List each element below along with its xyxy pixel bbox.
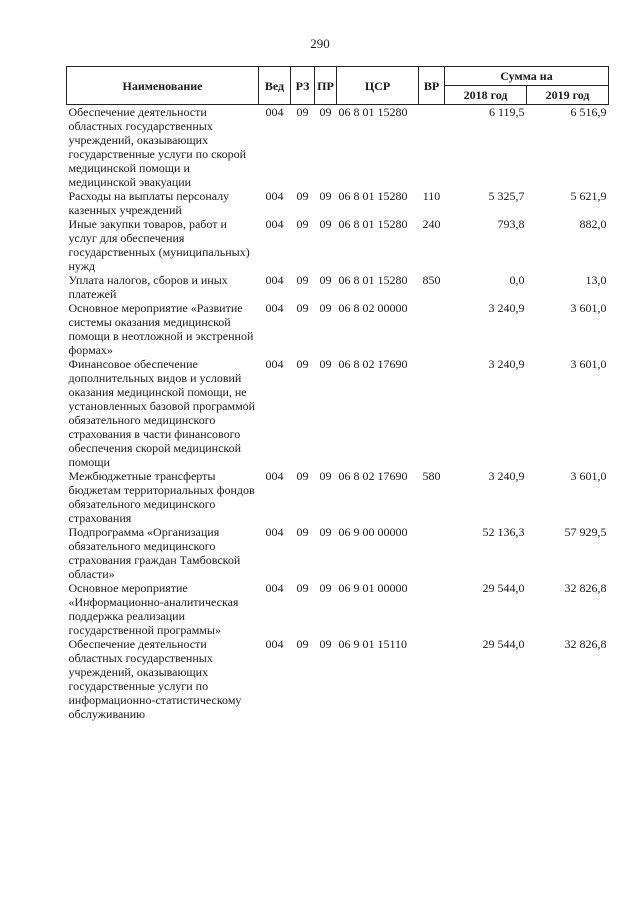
row-pr: 09 bbox=[319, 189, 332, 203]
row-2018: 3 240,9 bbox=[488, 357, 525, 371]
row-vr bbox=[419, 105, 445, 190]
header-sum: Сумма на bbox=[445, 67, 609, 86]
table-row bbox=[67, 105, 609, 190]
row-ved: 004 bbox=[265, 105, 284, 119]
row-csr: 06 8 02 00000 bbox=[338, 301, 408, 315]
row-2018: 29 544,0 bbox=[482, 637, 525, 651]
row-ved: 004 bbox=[265, 189, 284, 203]
row-rz: 09 bbox=[296, 469, 309, 483]
row-2018: 3 240,9 bbox=[488, 301, 525, 315]
row-name: Основное мероприятие «Информационно-аналитическая поддержка реализации государственной программы» bbox=[68, 581, 239, 637]
row-csr: 06 9 01 00000 bbox=[338, 581, 408, 595]
row-ved: 004 bbox=[265, 217, 284, 231]
row-csr: 06 9 01 15110 bbox=[338, 637, 408, 651]
table-row bbox=[67, 525, 609, 581]
row-2019: 3 601,0 bbox=[570, 357, 607, 371]
row-ved: 004 bbox=[265, 357, 284, 371]
table-row bbox=[67, 301, 609, 357]
table-row bbox=[67, 637, 609, 721]
row-rz: 09 bbox=[296, 581, 309, 595]
row-rz: 09 bbox=[296, 273, 309, 287]
row-name: Межбюджетные трансферты бюджетам территориальных фондов обязательного медицинского страхования bbox=[68, 469, 255, 525]
row-ved: 004 bbox=[265, 273, 284, 287]
header-csr: ЦСР bbox=[337, 67, 419, 105]
page-number: 290 bbox=[310, 36, 330, 51]
row-rz: 09 bbox=[296, 637, 309, 651]
row-2019: 32 826,8 bbox=[564, 637, 607, 651]
row-vr bbox=[419, 357, 445, 469]
row-name: Подпрограмма «Организация обязательного медицинского страхования граждан Тамбовской области» bbox=[68, 525, 241, 581]
header-pr: ПР bbox=[315, 67, 337, 105]
row-vr: 580 bbox=[422, 469, 441, 483]
budget-table bbox=[66, 66, 609, 721]
header-2018: 2018 год bbox=[445, 86, 527, 105]
row-vr bbox=[419, 525, 445, 581]
table-body bbox=[67, 105, 609, 722]
row-rz: 09 bbox=[296, 217, 309, 231]
row-pr: 09 bbox=[319, 637, 332, 651]
table-row bbox=[67, 189, 609, 217]
row-pr: 09 bbox=[319, 301, 332, 315]
row-rz: 09 bbox=[296, 105, 309, 119]
row-pr: 09 bbox=[319, 581, 332, 595]
row-name: Расходы на выплаты персоналу казенных учреждений bbox=[68, 189, 230, 217]
row-csr: 06 8 01 15280 bbox=[338, 189, 408, 203]
row-2019: 6 516,9 bbox=[570, 105, 607, 119]
row-csr: 06 8 02 17690 bbox=[338, 357, 408, 371]
row-csr: 06 8 01 15280 bbox=[338, 217, 408, 231]
row-vr bbox=[419, 637, 445, 721]
row-vr bbox=[419, 581, 445, 637]
row-pr: 09 bbox=[319, 525, 332, 539]
row-vr bbox=[419, 301, 445, 357]
row-csr: 06 9 00 00000 bbox=[338, 525, 408, 539]
row-ved: 004 bbox=[265, 581, 284, 595]
row-2019: 3 601,0 bbox=[570, 301, 607, 315]
row-2019: 882,0 bbox=[579, 217, 607, 231]
row-2019: 5 621,9 bbox=[570, 189, 607, 203]
table-row bbox=[67, 581, 609, 637]
row-name: Обеспечение деятельности областных государственных учреждений, оказывающих государственные услуги по скорой медицинской помощи и медицинской эвакуации bbox=[68, 105, 247, 189]
row-rz: 09 bbox=[296, 357, 309, 371]
table-row bbox=[67, 469, 609, 525]
row-pr: 09 bbox=[319, 357, 332, 371]
row-csr: 06 8 01 15280 bbox=[338, 105, 408, 119]
table-row bbox=[67, 217, 609, 273]
header-name: Наименование bbox=[67, 67, 259, 105]
row-2019: 57 929,5 bbox=[564, 525, 607, 539]
row-rz: 09 bbox=[296, 189, 309, 203]
header-rz: РЗ bbox=[291, 67, 315, 105]
row-ved: 004 bbox=[265, 637, 284, 651]
row-csr: 06 8 02 17690 bbox=[338, 469, 408, 483]
row-pr: 09 bbox=[319, 469, 332, 483]
header-vr: ВР bbox=[419, 67, 445, 105]
row-ved: 004 bbox=[265, 525, 284, 539]
row-name: Иные закупки товаров, работ и услуг для обеспечения государственных (муниципальных) нужд bbox=[68, 217, 250, 273]
row-pr: 09 bbox=[319, 217, 332, 231]
row-2018: 793,8 bbox=[497, 217, 525, 231]
row-2018: 52 136,3 bbox=[482, 525, 525, 539]
row-vr: 240 bbox=[422, 217, 441, 231]
row-pr: 09 bbox=[319, 105, 332, 119]
row-2018: 6 119,5 bbox=[488, 105, 525, 119]
row-2019: 3 601,0 bbox=[570, 469, 607, 483]
row-2018: 0,0 bbox=[509, 273, 525, 287]
header-ved: Вед bbox=[259, 67, 291, 105]
row-ved: 004 bbox=[265, 469, 284, 483]
row-2019: 13,0 bbox=[585, 273, 607, 287]
row-name: Основное мероприятие «Развитие системы оказания медицинской помощи в неотложной и экстренной формах» bbox=[68, 301, 254, 357]
row-name: Обеспечение деятельности областных государственных учреждений, оказывающих государственные услуги по информационно-статистическому обслуживанию bbox=[68, 637, 242, 721]
row-csr: 06 8 01 15280 bbox=[338, 273, 408, 287]
table-row bbox=[67, 357, 609, 469]
row-name: Уплата налогов, сборов и иных платежей bbox=[68, 273, 228, 301]
row-2018: 29 544,0 bbox=[482, 581, 525, 595]
row-ved: 004 bbox=[265, 301, 284, 315]
row-2018: 5 325,7 bbox=[488, 189, 525, 203]
row-rz: 09 bbox=[296, 301, 309, 315]
row-name: Финансовое обеспечение дополнительных видов и условий оказания медицинской помощи, не установленных базовой программой обязательного медицинского страхования в части финансового обеспечения скорой медицинской помощи bbox=[68, 357, 256, 469]
row-2018: 3 240,9 bbox=[488, 469, 525, 483]
row-2019: 32 826,8 bbox=[564, 581, 607, 595]
row-pr: 09 bbox=[319, 273, 332, 287]
row-rz: 09 bbox=[296, 525, 309, 539]
table-row bbox=[67, 273, 609, 301]
header-2019: 2019 год bbox=[527, 86, 609, 105]
table-header bbox=[67, 67, 609, 105]
row-vr: 110 bbox=[422, 189, 441, 203]
row-vr: 850 bbox=[422, 273, 441, 287]
